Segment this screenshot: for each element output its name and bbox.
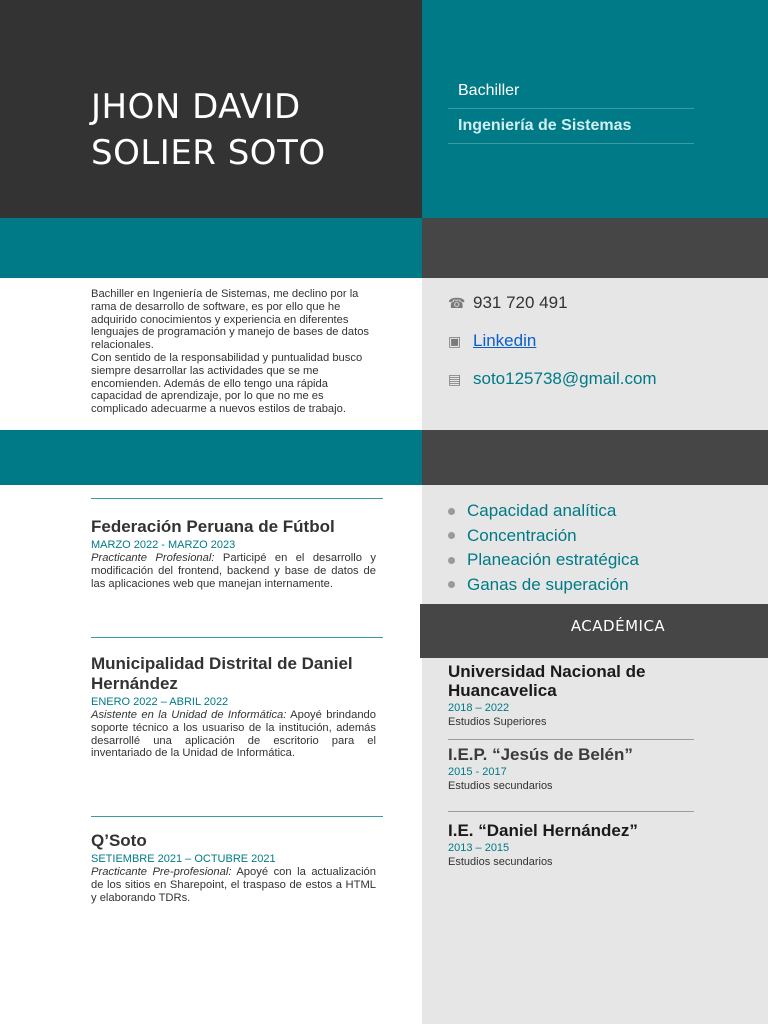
experience-organization: Federación Peruana de Fútbol [91, 517, 335, 536]
skill-item [448, 524, 748, 549]
name-line-1: JHON DAVID [91, 87, 301, 127]
bullet-icon [448, 557, 455, 564]
bullet-icon [448, 532, 455, 539]
divider [91, 498, 383, 499]
education-school: I.E. “Daniel Hernández” [448, 821, 638, 840]
education-item [448, 662, 694, 729]
experience-dates: SETIEMBRE 2021 – OCTUBRE 2021 [91, 853, 276, 865]
linkedin-link[interactable]: Linkedin [473, 331, 537, 350]
education-years: 2018 – 2022 [448, 702, 510, 714]
experience-item [91, 498, 376, 590]
experience-organization: Municipalidad Distrital de Daniel Hernández [91, 654, 353, 693]
skill-label: Planeación estratégica [467, 550, 640, 570]
divider [91, 637, 383, 638]
experience-role: Practicante Pre-profesional: [91, 866, 232, 878]
contact-linkedin[interactable] [448, 322, 748, 360]
profile-paragraph-2: Con sentido de la responsabilidad y puntualidad busco siempre desarrollar las actividades que se me encomienden. Además de ello tengo una rápida capacidad de aprendizaje, por lo que no me es complicado adecuarme a nuevos estilos de trabajo. [91, 351, 363, 416]
experience-description [91, 709, 376, 760]
experience-description [91, 866, 376, 904]
experience-organization: Q’Soto [91, 831, 147, 850]
skill-label: Ganas de superación [467, 574, 629, 594]
section-band-dark-2 [422, 430, 768, 485]
degree-title: Bachiller [448, 74, 694, 109]
education-school: Universidad Nacional de Huancavelica [448, 662, 646, 700]
experience-text: Apoyé con la actualización de los sitios en Sharepoint, el traspaso de estos a HTML y elaborando TDRs. [91, 866, 377, 904]
chat-icon: ▣ [448, 332, 462, 349]
divider [91, 816, 383, 817]
bullet-icon [448, 581, 455, 588]
experience-description [91, 552, 376, 590]
education-school: I.E.P. “Jesús de Belén” [448, 745, 633, 764]
education-level: Estudios Superiores [448, 716, 547, 728]
section-band-teal-2 [0, 430, 422, 485]
skill-label: Capacidad analítica [467, 501, 617, 521]
skill-label: Concentración [467, 525, 577, 545]
experience-item [91, 816, 376, 904]
skill-item [448, 548, 748, 573]
degree-field: Ingeniería de Sistemas [448, 109, 694, 144]
education-years: 2015 - 2017 [448, 766, 507, 778]
education-level: Estudios secundarios [448, 856, 553, 868]
contact-email [448, 360, 748, 398]
mail-icon: ▤ [448, 370, 462, 387]
phone-number: 931 720 491 [473, 293, 568, 312]
section-band-teal [0, 218, 422, 278]
candidate-name [91, 84, 411, 176]
degree-block [448, 74, 694, 144]
education-item [448, 811, 694, 869]
education-years: 2013 – 2015 [448, 842, 510, 854]
phone-icon: ☎ [448, 294, 466, 311]
bullet-icon [448, 508, 455, 515]
education-item [448, 739, 694, 793]
section-band-dark [422, 218, 768, 278]
skill-item [448, 573, 748, 598]
experience-dates: MARZO 2022 - MARZO 2023 [91, 539, 236, 551]
skill-item [448, 499, 748, 524]
experience-text: Apoyé brindando soporte técnico a los usuariso de la institución, además desarrollé una aplicación de escritorio para el inventariado de la Unidad de Informática. [91, 709, 376, 760]
contact-phone [448, 284, 748, 322]
academic-section-title: ACADÉMICA [570, 617, 666, 635]
profile-paragraph-1: Bachiller en Ingeniería de Sistemas, me declino por la rama de desarrollo de software, es por ello que he adquirido conocimientos y experiencia en diferentes lenguajes de programación y manejo de bases de datos relacionales. [91, 288, 370, 352]
education-level: Estudios secundarios [448, 780, 553, 792]
name-line-2: SOLIER SOTO [91, 133, 326, 173]
experience-dates: ENERO 2022 – ABRIL 2022 [91, 696, 229, 708]
experience-text: Participé en el desarrollo y modificación del frontend, backend y base de datos de las aplicaciones web que manejan internamente. [91, 552, 376, 590]
skills-list [448, 499, 748, 597]
experience-item [91, 637, 376, 760]
email-address: soto125738@gmail.com [473, 369, 657, 388]
profile-summary [91, 288, 376, 416]
experience-role: Asistente en la Unidad de Informática: [91, 709, 287, 721]
experience-role: Practicante Profesional: [91, 552, 215, 564]
contact-list [448, 284, 748, 398]
